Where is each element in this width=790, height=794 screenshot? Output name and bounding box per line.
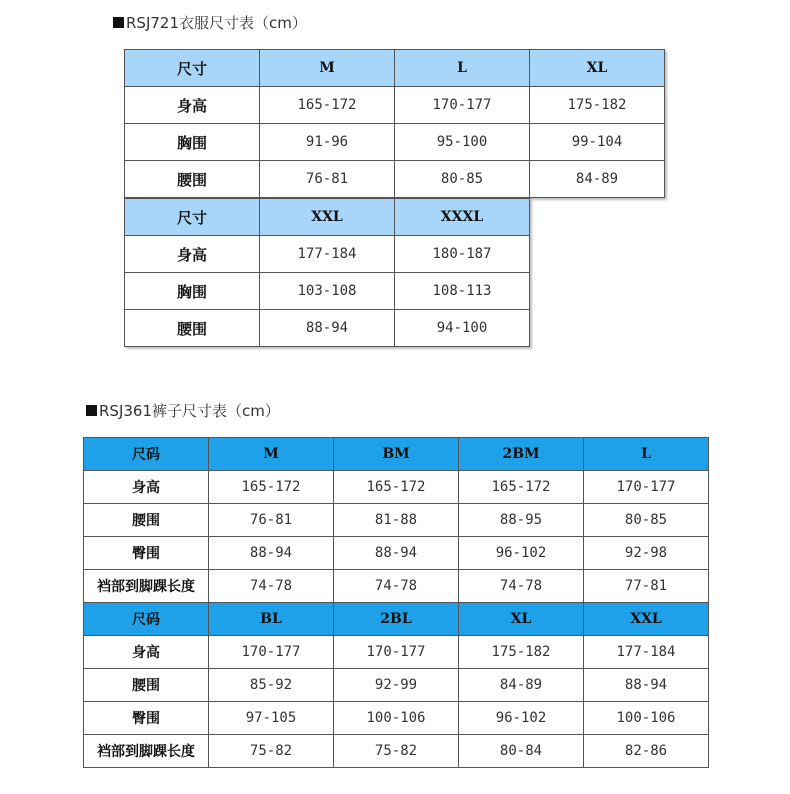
table-cell: 170-177 xyxy=(334,636,459,669)
table-cell: 80-85 xyxy=(584,504,709,537)
table-row xyxy=(125,236,530,273)
shirt-size-table-extended xyxy=(124,198,530,347)
pants-size-chart-title: RSJ361裤子尺寸表（cm） xyxy=(86,400,280,421)
table-cell: 165-172 xyxy=(459,471,584,504)
table-cell: 103-108 xyxy=(260,273,395,310)
table-cell: 91-96 xyxy=(260,124,395,161)
table-cell: 88-94 xyxy=(260,310,395,347)
table-cell: 108-113 xyxy=(395,273,530,310)
table-row xyxy=(125,273,530,310)
row-label-height: 身高 xyxy=(125,87,260,124)
table-cell: 74-78 xyxy=(209,570,334,603)
table-cell: 165-172 xyxy=(209,471,334,504)
header-cell-2bl: 2BL xyxy=(334,603,459,636)
row-label-height: 身高 xyxy=(125,236,260,273)
row-label-chest: 胸围 xyxy=(125,124,260,161)
row-label-waist: 腰围 xyxy=(125,310,260,347)
row-label-waist: 腰围 xyxy=(84,669,209,702)
header-cell-size: 尺寸 xyxy=(125,50,260,87)
table-cell: 92-99 xyxy=(334,669,459,702)
table-cell: 94-100 xyxy=(395,310,530,347)
shirt-size-table xyxy=(124,49,665,198)
pants-size-table xyxy=(83,437,709,768)
row-label-height: 身高 xyxy=(84,471,209,504)
table-cell: 75-82 xyxy=(334,735,459,768)
table-cell: 80-84 xyxy=(459,735,584,768)
header-cell-m: M xyxy=(260,50,395,87)
table-row xyxy=(84,471,709,504)
row-label-chest: 胸围 xyxy=(125,273,260,310)
table-cell: 100-106 xyxy=(584,702,709,735)
header-cell-xxl: XXL xyxy=(584,603,709,636)
row-label-waist: 腰围 xyxy=(125,161,260,198)
table-cell: 84-89 xyxy=(530,161,665,198)
table-cell: 170-177 xyxy=(584,471,709,504)
table-cell: 81-88 xyxy=(334,504,459,537)
table-row xyxy=(84,570,709,603)
row-label-waist: 腰围 xyxy=(84,504,209,537)
header-cell-l: L xyxy=(584,438,709,471)
table-cell: 75-82 xyxy=(209,735,334,768)
table-cell: 99-104 xyxy=(530,124,665,161)
header-cell-xl: XL xyxy=(530,50,665,87)
table-cell: 100-106 xyxy=(334,702,459,735)
row-label-hip: 臀围 xyxy=(84,702,209,735)
table-cell: 88-95 xyxy=(459,504,584,537)
table-cell: 97-105 xyxy=(209,702,334,735)
table-row xyxy=(125,161,665,198)
table-cell: 170-177 xyxy=(395,87,530,124)
table-header-row xyxy=(125,50,665,87)
table-cell: 88-94 xyxy=(584,669,709,702)
table-row xyxy=(125,310,530,347)
table-cell: 96-102 xyxy=(459,702,584,735)
table-row xyxy=(84,702,709,735)
table-cell: 165-172 xyxy=(334,471,459,504)
table-cell: 77-81 xyxy=(584,570,709,603)
header-cell-bl: BL xyxy=(209,603,334,636)
table-row xyxy=(84,636,709,669)
table-cell: 175-182 xyxy=(530,87,665,124)
table-row xyxy=(84,735,709,768)
table-row xyxy=(84,669,709,702)
row-label-inseam: 裆部到脚踝长度 xyxy=(84,570,209,603)
table-cell: 95-100 xyxy=(395,124,530,161)
header-cell-size: 尺码 xyxy=(84,603,209,636)
table-cell: 76-81 xyxy=(209,504,334,537)
table-row xyxy=(84,537,709,570)
bullet-square-icon xyxy=(113,17,124,28)
header-cell-size: 尺寸 xyxy=(125,199,260,236)
header-cell-m: M xyxy=(209,438,334,471)
table-cell: 165-172 xyxy=(260,87,395,124)
row-label-height: 身高 xyxy=(84,636,209,669)
table-cell: 175-182 xyxy=(459,636,584,669)
table-cell: 170-177 xyxy=(209,636,334,669)
table-cell: 74-78 xyxy=(459,570,584,603)
table-cell: 92-98 xyxy=(584,537,709,570)
table-cell: 88-94 xyxy=(334,537,459,570)
row-label-hip: 臀围 xyxy=(84,537,209,570)
table-row xyxy=(84,504,709,537)
table-cell: 80-85 xyxy=(395,161,530,198)
row-label-inseam: 裆部到脚踝长度 xyxy=(84,735,209,768)
header-cell-size: 尺码 xyxy=(84,438,209,471)
table-header-row xyxy=(84,438,709,471)
bullet-square-icon xyxy=(86,405,97,416)
table-header-row xyxy=(125,199,530,236)
table-cell: 76-81 xyxy=(260,161,395,198)
table-cell: 74-78 xyxy=(334,570,459,603)
table-cell: 96-102 xyxy=(459,537,584,570)
shirt-size-chart-title: RSJ721衣服尺寸表（cm） xyxy=(113,12,307,33)
header-cell-xxl: XXL xyxy=(260,199,395,236)
table-row xyxy=(125,124,665,161)
table-cell: 84-89 xyxy=(459,669,584,702)
header-cell-xl: XL xyxy=(459,603,584,636)
table-cell: 85-92 xyxy=(209,669,334,702)
table-cell: 177-184 xyxy=(584,636,709,669)
table-cell: 180-187 xyxy=(395,236,530,273)
table-row xyxy=(125,87,665,124)
table-cell: 88-94 xyxy=(209,537,334,570)
header-cell-xxxl: XXXL xyxy=(395,199,530,236)
table-header-row xyxy=(84,603,709,636)
header-cell-2bm: 2BM xyxy=(459,438,584,471)
table-cell: 177-184 xyxy=(260,236,395,273)
header-cell-l: L xyxy=(395,50,530,87)
table-cell: 82-86 xyxy=(584,735,709,768)
header-cell-bm: BM xyxy=(334,438,459,471)
